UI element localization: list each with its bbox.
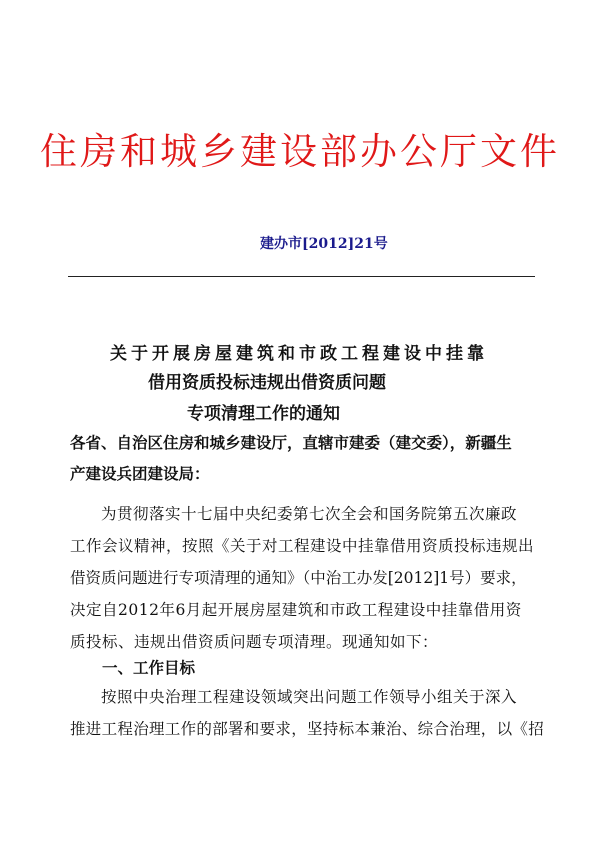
paragraph-1-line-4: 决定自2012年6月起开展房屋建筑和市政工程建设中挂靠借用资	[70, 601, 522, 619]
notice-title-line-1: 关于开展房屋建筑和市政工程建设中挂靠	[110, 344, 488, 364]
document-number: 建办市[2012]21号	[260, 236, 388, 252]
header-divider	[68, 276, 535, 277]
paragraph-1-line-5: 质投标、违规出借资质问题专项清理。现通知如下：	[70, 633, 439, 651]
paragraph-2-line-2: 推进工程治理工作的部署和要求，坚持标本兼治、综合治理，以《招	[70, 720, 545, 738]
paragraph-1-line-1: 为贯彻落实十七届中央纪委第七次全会和国务院第五次廉政	[101, 505, 518, 523]
notice-title-line-3: 专项清理工作的通知	[187, 404, 340, 424]
paragraph-2-line-1: 按照中央治理工程建设领域突出问题工作领导小组关于深入	[101, 688, 518, 706]
paragraph-1-line-3: 借资质问题进行专项清理的通知》（中治工办发[2012]1号）要求，	[70, 569, 527, 587]
section-1-heading: 一、工作目标	[102, 658, 196, 677]
paragraph-1-line-2: 工作会议精神，按照《关于对工程建设中挂靠借用资质投标违规出	[70, 537, 535, 555]
addressee-line-1: 各省、自治区住房和城乡建设厅，直辖市建委（建交委），新疆生	[70, 433, 512, 452]
notice-title-line-2: 借用资质投标违规出借资质问题	[148, 373, 386, 393]
document-header-title: 住房和城乡建设部办公厅文件	[40, 130, 560, 173]
addressee-line-2: 产建设兵团建设局：	[70, 464, 210, 483]
